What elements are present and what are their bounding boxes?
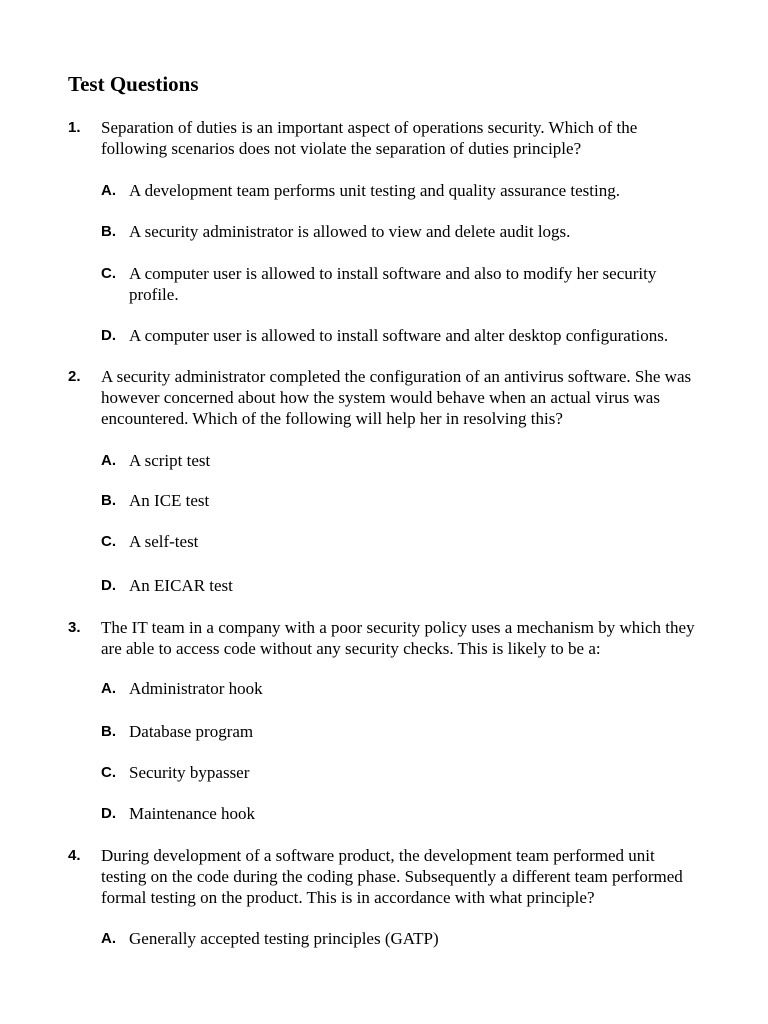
question-2 xyxy=(68,366,708,429)
answer-option xyxy=(101,762,701,783)
answer-text: An ICE test xyxy=(129,491,210,510)
question-text: A security administrator completed the configuration of an antivirus software. She was however concerned about how the system would behave when an actual virus was encountered. Which of the following will help her in resolving this? xyxy=(101,367,692,428)
page-title: Test Questions xyxy=(68,72,199,96)
answer-letter: D. xyxy=(101,327,116,344)
question-number: 1. xyxy=(68,119,81,136)
answer-letter: B. xyxy=(101,492,116,509)
answer-text: Security bypasser xyxy=(129,763,250,782)
answer-option xyxy=(101,490,701,511)
answer-letter: A. xyxy=(101,182,116,199)
answer-text: Administrator hook xyxy=(129,679,263,698)
answer-letter: A. xyxy=(101,680,116,697)
answer-option xyxy=(101,263,701,305)
answer-letter: C. xyxy=(101,533,116,550)
answer-letter: A. xyxy=(101,930,116,947)
answer-letter: C. xyxy=(101,265,116,282)
answer-text: A script test xyxy=(129,451,211,470)
answer-option xyxy=(101,450,701,471)
answer-text: Maintenance hook xyxy=(129,804,256,823)
answer-letter: D. xyxy=(101,577,116,594)
answer-text: A computer user is allowed to install software and alter desktop configurations. xyxy=(129,326,669,345)
answer-letter: A. xyxy=(101,452,116,469)
question-1 xyxy=(68,117,708,159)
answer-text: An EICAR test xyxy=(129,576,233,595)
answer-text: A computer user is allowed to install software and also to modify her security profile. xyxy=(129,264,657,304)
question-text: Separation of duties is an important aspect of operations security. Which of the following scenarios does not violate the separation of duties principle? xyxy=(101,118,638,158)
question-3 xyxy=(68,617,708,659)
question-4 xyxy=(68,845,708,908)
question-number: 4. xyxy=(68,847,81,864)
answer-letter: C. xyxy=(101,764,116,781)
answer-text: A security administrator is allowed to view and delete audit logs. xyxy=(129,222,571,241)
answer-text: Database program xyxy=(129,722,254,741)
answer-text: A development team performs unit testing and quality assurance testing. xyxy=(129,181,620,200)
answer-option xyxy=(101,678,701,699)
answer-option xyxy=(101,325,701,346)
answer-letter: D. xyxy=(101,805,116,822)
answer-option xyxy=(101,221,701,242)
answer-option xyxy=(101,803,701,824)
answer-text: A self-test xyxy=(129,532,199,551)
answer-option xyxy=(101,180,701,201)
question-text: The IT team in a company with a poor security policy uses a mechanism by which they are able to access code without any security checks. This is likely to be a: xyxy=(101,618,695,658)
answer-option xyxy=(101,928,701,949)
question-number: 2. xyxy=(68,368,81,385)
answer-option xyxy=(101,531,701,552)
question-number: 3. xyxy=(68,619,81,636)
answer-text: Generally accepted testing principles (GATP) xyxy=(129,929,439,948)
answer-letter: B. xyxy=(101,723,116,740)
answer-letter: B. xyxy=(101,223,116,240)
question-text: During development of a software product, the development team performed unit testing on the code during the coding phase. Subsequently a different team performed formal testing on the product. This is in accordance with what principle? xyxy=(101,846,683,907)
answer-option xyxy=(101,575,701,596)
answer-option xyxy=(101,721,701,742)
